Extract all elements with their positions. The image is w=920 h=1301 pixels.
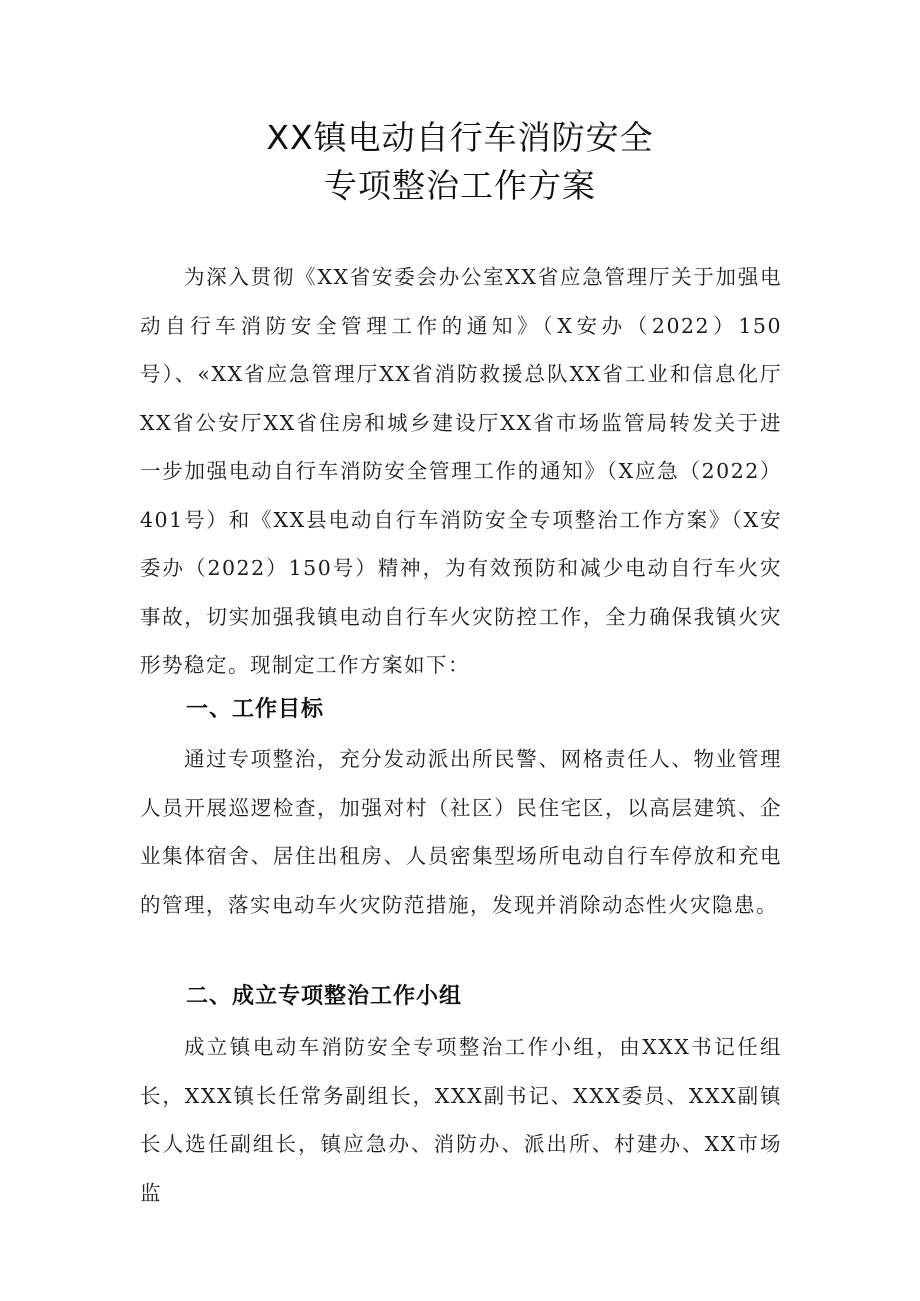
section-heading-goals: 一、工作目标 (186, 697, 325, 722)
section-heading-working-group: 二、成立专项整治工作小组 (186, 984, 463, 1009)
document-title-line-2: 专项整治工作方案 (324, 166, 596, 205)
intro-paragraph: 为深入贯彻《XX省安委会办公室XX省应急管理厅关于加强电动自行车消防安全管理工作的通知》（X安办（2022）150号）、«XX省应急管理厅XX省消防救援总队XX省工业和信息化厅XX省公安厅XX省住房和城乡建设厅XX省市场监管局转发关于进一步加强电动自行车消防安全管理工作的通知》（X应急（2022）401号）和《XX县电动自行车消防安全专项整治工作方案》（X安委办（2022）150号）精神，为有效预防和减少电动自行车火灾事故，切实加强我镇电动自行车火灾防控工作，全力确保我镇火灾形势稳定。现制定工作方案如下： (140, 265, 782, 677)
working-group-paragraph: 成立镇电动车消防安全专项整治工作小组，由XXX书记任组长，XXX镇长任常务副组长，XXX副书记、XXX委员、XXX副镇长人选任副组长，镇应急办、消防办、派出所、村建办、XX市场监 (140, 1035, 782, 1205)
document-title-line-1: XX镇电动自行车消防安全 (266, 118, 654, 157)
goals-paragraph: 通过专项整治，充分发动派出所民警、网格责任人、物业管理人员开展巡逻检查，加强对村（社区）民住宅区，以高层建筑、企业集体宿舍、居住出租房、人员密集型场所电动自行车停放和充电的管理，落实电动车火灾防范措施，发现并消除动态性火灾隐患。 (140, 747, 782, 917)
